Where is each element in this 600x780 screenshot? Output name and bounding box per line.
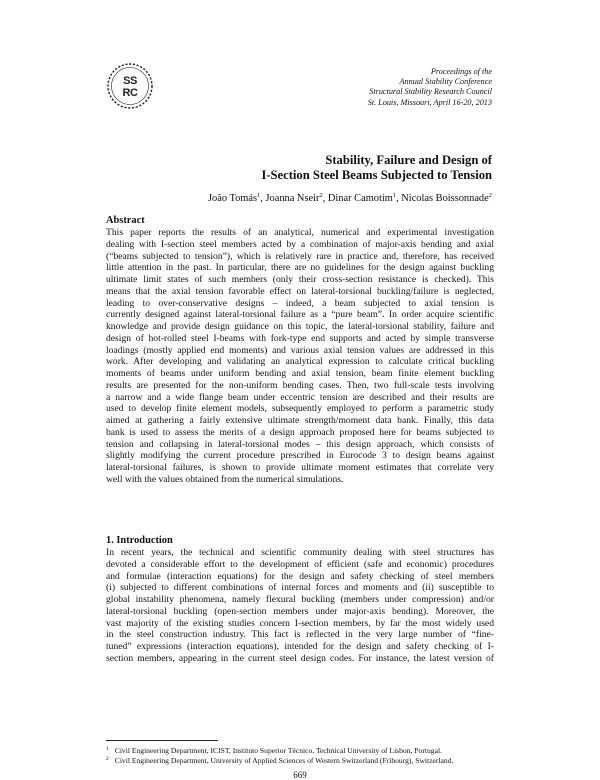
introduction-line: vast majority of the existing studies concern I-section members, by far the most widely used [106,617,494,629]
title-line: Stability, Failure and Design of [325,153,492,167]
footnote-mark: 2 [106,756,109,762]
abstract-line: a narrow and a wide flange beam under eccentric tension are described and their results are [106,391,494,403]
introduction-line: section members, appearing in the current steel design codes. For instance, the latest version of [106,652,494,664]
abstract-line: (“beams subjected to tension”), which is relatively rare in practice and, therefore, has received [106,250,494,262]
abstract-line: used to develop finite element models, subsequently employed to perform a parametric study [106,403,494,415]
abstract-line: moments of beams under uniform bending and axial tension, beam finite element buckling [106,368,494,379]
introduction-line: tuned” expressions (interaction equations), intended for the design and safety checking of I- [106,641,494,652]
proceedings-header [252,67,492,108]
author-affiliation-mark: 2 [319,192,323,199]
introduction-body [106,547,494,665]
author-name: Joanna Nseir [265,193,320,204]
introduction-heading: 1. Introduction [106,535,173,546]
footnote-divider [106,740,218,741]
author-list: João Tomás$^1$, Joanna Nseir$^2$, Dinar Camotim$^1$, Nicolas Boissonnade$^2$ [208,192,492,204]
abstract-line: currently designed against lateral-torsional failure as a “pure beam”. In order acquire scientific [106,309,494,321]
footnote-mark: 1 [106,746,109,752]
abstract-body [106,227,494,486]
author-name: Dinar Camotim [327,193,393,204]
abstract-line: means that the axial tension favorable effect on lateral-torsional buckling/failure is neglected, [106,285,494,297]
abstract-line: little attention in the past. In particular, there are no guidelines for the design against buckling [106,262,494,274]
title-line: I-Section Steel Beams Subjected to Tension [261,168,492,182]
abstract-line: knowledge and provide design guidance on this topic, the lateral-torsional stability, failure and [106,321,494,332]
abstract-line: work. After developing and validating an analytical expression to calculate critical buckling [106,356,494,368]
abstract-line: dealing with I-section steel members acted by a combination of major-axis bending and axial [106,238,494,250]
abstract-line: well with the values obtained from the numerical simulations. [106,473,344,485]
introduction-line: lateral-torsional buckling (open-section members under major-axis bending). Moreover, the [106,605,494,617]
author-name: Nicolas Boissonnade [401,193,489,204]
abstract-line: lateral-torsional failures, is shown to provide ultimate moment estimates that correlate very [106,462,494,473]
abstract-line: slightly modifying the current procedure prescribed in Eurocode 3 to design beams against [106,450,494,462]
introduction-line: (i) subjected to different combinations of internal forces and moments and (ii) susceptible to [106,582,494,594]
abstract-line: ultimate limit states of such members (only their cross-section resistance is checked). This [106,274,494,285]
footnote [106,746,500,755]
proceedings-line: St. Louis, Missouri, April 16-20, 2013 [367,97,492,107]
footnote-text: Civil Engineering Department, University of Applied Sciences of Western Switzerland (Fribourg), Switzerland. [114,756,454,765]
proceedings-line: Structural Stability Research Council [369,87,492,97]
proceedings-line: Annual Stability Conference [399,77,492,87]
introduction-line: and formulae (interaction equations) for the design and safety checking of steel members [106,570,494,582]
abstract-line: leading to over-conservative designs – indeed, a beam subjected to axial tension is [106,297,494,309]
footnote [106,756,500,765]
abstract-line: aimed at gathering a fairly extensive ultimate strength/moment data bank. Finally, this data [106,415,494,426]
author-affiliation-mark: 1 [257,192,261,199]
author-name: João Tomás [208,193,258,204]
abstract-line: bank is used to assess the merits of a design approach proposed here for beams subjected to [106,426,494,438]
abstract-line: tension and collapsing in lateral-torsional modes – this design approach, which consists of [106,438,494,450]
svg-text:SS: SS [123,75,137,87]
svg-text:RC: RC [122,87,138,99]
ssrc-logo [106,62,154,110]
introduction-line: global instability phenomena, namely flexural buckling (members under compression) and/or [106,594,494,605]
author-affiliation-mark: 2 [488,192,492,199]
introduction-line: In recent years, the technical and scientific community dealing with steel structures has [106,547,494,558]
abstract-line: loadings (mostly applied end moments) and various axial tension values are addressed in this [106,344,494,356]
author-affiliation-mark: 1 [392,192,397,199]
proceedings-line: Proceedings of the [430,67,492,76]
abstract-line: design of hot-rolled steel I-beams with fork-type end supports and acted by simple transverse [106,332,494,344]
abstract-heading: Abstract [106,215,145,226]
page-number: 669 [293,770,307,780]
introduction-line: devoted a considerable effort to the development of efficient (safe and economic) procedures [106,558,494,570]
abstract-line: This paper reports the results of an analytical, numerical and experimental investigation [106,227,494,238]
abstract-line: results are presented for the non-uniform bending cases. Then, two full-scale tests involving [106,379,494,391]
footnote-text: Civil Engineering Department, ICIST, Instituto Superior Técnico, Technical University of Lisbon, Portugal. [114,746,442,755]
introduction-line: in the steel construction industry. This fact is reflected in the very large number of “fine- [106,629,494,641]
paper-title [92,153,492,183]
